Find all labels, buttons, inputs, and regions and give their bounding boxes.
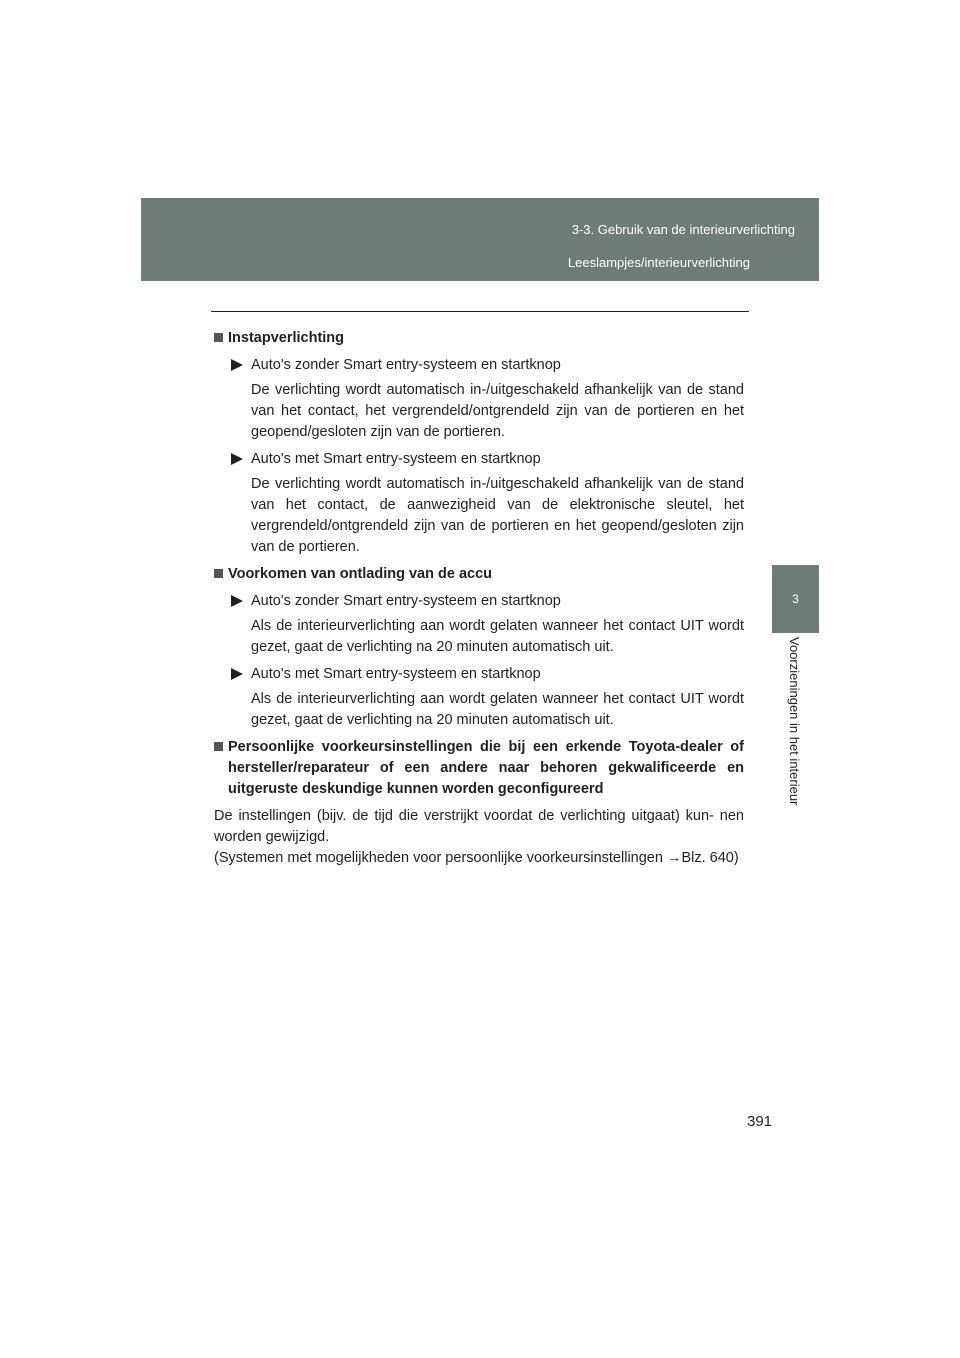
- list-item: [231, 664, 744, 685]
- page-header: [141, 198, 819, 281]
- list-item: [231, 591, 744, 612]
- heading-text: Instapverlichting: [228, 330, 345, 346]
- heading-text: Persoonlijke voorkeursinstellingen die bij een erkende Toyota-dealer of hersteller/reparateur of een andere naar behoren gekwalificeerde en uitgeruste deskundige kunnen worden geconfigureerd: [228, 739, 744, 797]
- heading-instapverlichting: [214, 328, 744, 349]
- paragraph-reference: (Systemen met mogelijkheden voor persoonlijke voorkeursinstellingen →Blz. 640): [214, 850, 739, 866]
- item-description: De verlichting wordt automatisch in-/uitgeschakeld afhankelijk van de stand van het contact, de aanwezigheid van de elektronische sleutel, het vergrendeld/ontgrendeld zijn van de portieren en het geopend/gesloten zijn van de portieren.: [251, 476, 744, 555]
- item-label: Auto's zonder Smart entry-systeem en startknop: [251, 357, 561, 373]
- chapter-label-text: Voorzieningen in het interieur: [787, 637, 802, 806]
- triangle-bullet-icon: [231, 453, 243, 465]
- bullet-square-icon: [214, 333, 223, 342]
- triangle-bullet-icon: [231, 595, 243, 607]
- item-description: Als de interieurverlichting aan wordt gelaten wanneer het contact UIT wordt gezet, gaat de verlichting na 20 minuten automatisch uit.: [251, 691, 744, 728]
- paragraph: De instellingen (bijv. de tijd die verstrijkt voordat de verlichting uitgaat) kun- nen worden gewijzigd.: [214, 808, 744, 845]
- page-number: 391: [747, 1113, 773, 1130]
- main-content: [214, 328, 744, 869]
- bullet-square-icon: [214, 569, 223, 578]
- subsection-title: Leeslampjes/interieurverlichting: [567, 255, 750, 270]
- bullet-square-icon: [214, 742, 223, 751]
- list-item: [231, 355, 744, 376]
- chapter-tab: 3: [772, 565, 819, 633]
- heading-voorkeursinstellingen: [214, 737, 744, 800]
- item-label: Auto's zonder Smart entry-systeem en startknop: [251, 593, 561, 609]
- item-description: De verlichting wordt automatisch in-/uitgeschakeld afhankelijk van de stand van het contact, het vergrendeld/ontgrendeld zijn van de portieren en het geopend/gesloten zijn van de portieren.: [251, 382, 744, 440]
- item-label: Auto's met Smart entry-systeem en startknop: [251, 451, 541, 467]
- list-item: [231, 449, 744, 470]
- triangle-bullet-icon: [231, 359, 243, 371]
- heading-accu: [214, 564, 744, 585]
- section-title: 3-3. Gebruik van de interieurverlichting: [571, 222, 795, 237]
- divider: [211, 311, 749, 312]
- item-label: Auto's met Smart entry-systeem en startknop: [251, 666, 541, 682]
- item-description: Als de interieurverlichting aan wordt gelaten wanneer het contact UIT wordt gezet, gaat de verlichting na 20 minuten automatisch uit.: [251, 618, 744, 655]
- triangle-bullet-icon: [231, 668, 243, 680]
- heading-text: Voorkomen van ontlading van de accu: [228, 566, 493, 582]
